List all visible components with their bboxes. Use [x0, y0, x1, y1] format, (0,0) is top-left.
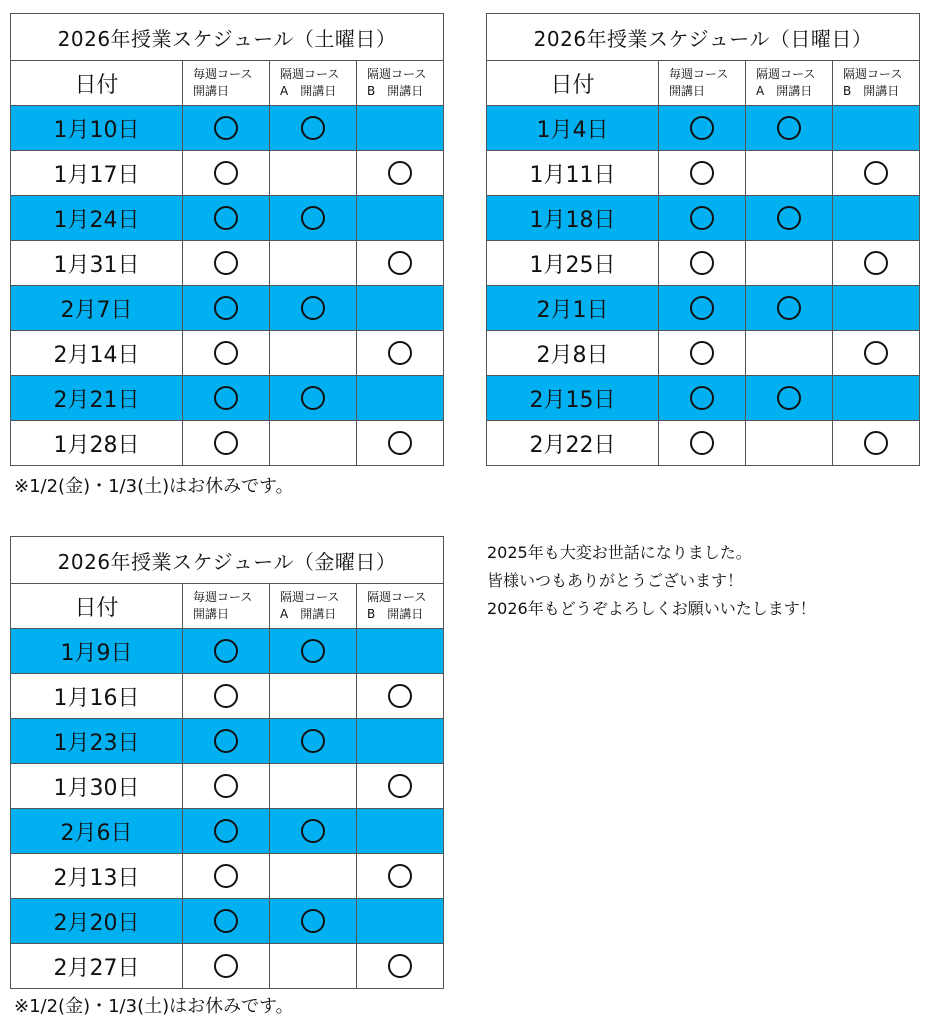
biweekly-a-cell	[270, 331, 357, 376]
circle-mark-icon	[214, 386, 238, 410]
table-title: 2026年授業スケジュール（土曜日）	[11, 14, 444, 61]
schedule-row	[487, 151, 920, 196]
row-date: 2月1日	[487, 286, 659, 331]
biweekly-a-cell	[270, 376, 357, 421]
weekly-course-header: 毎週コース 開講日	[659, 61, 746, 106]
date-column-header: 日付	[11, 61, 183, 106]
schedule-row	[11, 376, 444, 421]
biweekly-b-cell	[357, 286, 444, 331]
circle-mark-icon	[690, 116, 714, 140]
row-date: 2月8日	[487, 331, 659, 376]
row-date: 2月22日	[487, 421, 659, 466]
weekly-course-cell	[659, 241, 746, 286]
biweekly-b-cell	[357, 106, 444, 151]
row-date: 1月23日	[11, 719, 183, 764]
circle-mark-icon	[301, 729, 325, 753]
biweekly-b-cell	[357, 151, 444, 196]
row-date: 2月6日	[11, 809, 183, 854]
schedule-table-friday	[10, 536, 444, 989]
circle-mark-icon	[301, 296, 325, 320]
schedule-row	[11, 629, 444, 674]
biweekly-b-cell	[833, 376, 920, 421]
circle-mark-icon	[301, 909, 325, 933]
row-date: 2月20日	[11, 899, 183, 944]
weekly-course-cell	[659, 196, 746, 241]
biweekly-b-cell	[357, 629, 444, 674]
weekly-course-header: 毎週コース 開講日	[183, 584, 270, 629]
row-date: 2月13日	[11, 854, 183, 899]
biweekly-b-cell	[833, 151, 920, 196]
schedule-row	[11, 106, 444, 151]
circle-mark-icon	[777, 296, 801, 320]
weekly-course-cell	[183, 421, 270, 466]
biweekly-a-cell	[270, 944, 357, 989]
weekly-course-cell	[183, 944, 270, 989]
row-date: 1月9日	[11, 629, 183, 674]
biweekly-a-cell	[270, 809, 357, 854]
biweekly-a-cell	[270, 286, 357, 331]
greeting-message	[487, 539, 816, 623]
biweekly-b-cell	[833, 241, 920, 286]
schedule-row	[487, 376, 920, 421]
biweekly-a-header: 隔週コース A 開講日	[746, 61, 833, 106]
schedule-row	[11, 421, 444, 466]
weekly-course-cell	[183, 719, 270, 764]
circle-mark-icon	[690, 431, 714, 455]
holiday-note: ※1/2(金)・1/3(土)はお休みです。	[14, 476, 294, 497]
circle-mark-icon	[214, 341, 238, 365]
circle-mark-icon	[214, 909, 238, 933]
biweekly-a-cell	[746, 241, 833, 286]
biweekly-a-cell	[746, 106, 833, 151]
row-date: 1月30日	[11, 764, 183, 809]
circle-mark-icon	[864, 431, 888, 455]
circle-mark-icon	[388, 774, 412, 798]
date-column-header: 日付	[487, 61, 659, 106]
row-date: 1月28日	[11, 421, 183, 466]
circle-mark-icon	[388, 954, 412, 978]
circle-mark-icon	[690, 341, 714, 365]
row-date: 2月15日	[487, 376, 659, 421]
biweekly-a-header: 隔週コース A 開講日	[270, 61, 357, 106]
weekly-course-cell	[659, 331, 746, 376]
biweekly-b-cell	[357, 376, 444, 421]
weekly-course-header: 毎週コース 開講日	[183, 61, 270, 106]
biweekly-b-cell	[357, 241, 444, 286]
schedule-row	[11, 674, 444, 719]
row-date: 1月16日	[11, 674, 183, 719]
circle-mark-icon	[690, 161, 714, 185]
biweekly-b-cell	[357, 421, 444, 466]
schedule-row	[487, 331, 920, 376]
row-date: 1月10日	[11, 106, 183, 151]
circle-mark-icon	[388, 161, 412, 185]
weekly-course-cell	[183, 809, 270, 854]
schedule-row	[487, 286, 920, 331]
circle-mark-icon	[864, 161, 888, 185]
biweekly-b-cell	[833, 106, 920, 151]
message-line: 2026年もどうぞよろしくお願いいたします！	[487, 599, 816, 618]
schedule-row	[11, 719, 444, 764]
biweekly-a-cell	[270, 241, 357, 286]
circle-mark-icon	[301, 386, 325, 410]
circle-mark-icon	[388, 864, 412, 888]
biweekly-b-header: 隔週コース B 開講日	[833, 61, 920, 106]
biweekly-a-cell	[270, 151, 357, 196]
biweekly-b-cell	[357, 944, 444, 989]
biweekly-a-cell	[270, 674, 357, 719]
biweekly-a-cell	[746, 151, 833, 196]
row-date: 1月4日	[487, 106, 659, 151]
row-date: 2月7日	[11, 286, 183, 331]
weekly-course-cell	[659, 286, 746, 331]
biweekly-a-cell	[270, 899, 357, 944]
circle-mark-icon	[690, 296, 714, 320]
biweekly-a-cell	[746, 331, 833, 376]
biweekly-a-header: 隔週コース A 開講日	[270, 584, 357, 629]
circle-mark-icon	[214, 251, 238, 275]
weekly-course-cell	[183, 899, 270, 944]
weekly-course-cell	[183, 196, 270, 241]
circle-mark-icon	[214, 774, 238, 798]
circle-mark-icon	[214, 954, 238, 978]
weekly-course-cell	[659, 376, 746, 421]
row-date: 2月21日	[11, 376, 183, 421]
schedule-row	[11, 764, 444, 809]
biweekly-b-cell	[357, 719, 444, 764]
schedule-row	[11, 809, 444, 854]
circle-mark-icon	[301, 639, 325, 663]
table-title: 2026年授業スケジュール（日曜日）	[487, 14, 920, 61]
schedule-row	[11, 854, 444, 899]
biweekly-a-cell	[270, 854, 357, 899]
row-date: 1月17日	[11, 151, 183, 196]
schedule-row	[487, 106, 920, 151]
weekly-course-cell	[659, 421, 746, 466]
biweekly-a-cell	[746, 376, 833, 421]
weekly-course-cell	[183, 376, 270, 421]
row-date: 1月31日	[11, 241, 183, 286]
circle-mark-icon	[214, 296, 238, 320]
circle-mark-icon	[388, 431, 412, 455]
biweekly-b-header: 隔週コース B 開講日	[357, 61, 444, 106]
row-date: 1月11日	[487, 151, 659, 196]
biweekly-b-cell	[357, 764, 444, 809]
table-title: 2026年授業スケジュール（金曜日）	[11, 537, 444, 584]
circle-mark-icon	[388, 684, 412, 708]
weekly-course-cell	[183, 674, 270, 719]
weekly-course-cell	[183, 854, 270, 899]
biweekly-b-cell	[357, 674, 444, 719]
circle-mark-icon	[214, 116, 238, 140]
schedule-row	[11, 944, 444, 989]
circle-mark-icon	[301, 819, 325, 843]
schedule-row	[11, 286, 444, 331]
schedule-table-saturday	[10, 13, 444, 466]
weekly-course-cell	[659, 106, 746, 151]
schedule-row	[11, 241, 444, 286]
circle-mark-icon	[388, 251, 412, 275]
circle-mark-icon	[777, 386, 801, 410]
circle-mark-icon	[690, 251, 714, 275]
date-column-header: 日付	[11, 584, 183, 629]
schedule-row	[11, 151, 444, 196]
biweekly-b-cell	[833, 286, 920, 331]
biweekly-a-cell	[270, 719, 357, 764]
weekly-course-cell	[183, 106, 270, 151]
circle-mark-icon	[214, 639, 238, 663]
schedule-table-sunday	[486, 13, 920, 466]
biweekly-b-cell	[357, 809, 444, 854]
weekly-course-cell	[183, 151, 270, 196]
biweekly-a-cell	[270, 106, 357, 151]
weekly-course-cell	[183, 241, 270, 286]
schedule-row	[487, 196, 920, 241]
weekly-course-cell	[183, 629, 270, 674]
biweekly-b-cell	[357, 899, 444, 944]
weekly-course-cell	[183, 764, 270, 809]
row-date: 1月18日	[487, 196, 659, 241]
biweekly-a-cell	[270, 764, 357, 809]
biweekly-b-cell	[357, 854, 444, 899]
biweekly-b-header: 隔週コース B 開講日	[357, 584, 444, 629]
biweekly-b-cell	[833, 196, 920, 241]
schedule-row	[487, 241, 920, 286]
circle-mark-icon	[690, 386, 714, 410]
biweekly-a-cell	[270, 196, 357, 241]
circle-mark-icon	[214, 819, 238, 843]
weekly-course-cell	[183, 331, 270, 376]
circle-mark-icon	[301, 206, 325, 230]
biweekly-b-cell	[833, 331, 920, 376]
circle-mark-icon	[777, 116, 801, 140]
message-line: 2025年も大変お世話になりました。	[487, 543, 752, 562]
circle-mark-icon	[214, 206, 238, 230]
row-date: 2月27日	[11, 944, 183, 989]
circle-mark-icon	[214, 431, 238, 455]
row-date: 1月24日	[11, 196, 183, 241]
biweekly-a-cell	[746, 196, 833, 241]
circle-mark-icon	[214, 161, 238, 185]
circle-mark-icon	[864, 251, 888, 275]
schedule-row	[487, 421, 920, 466]
row-date: 1月25日	[487, 241, 659, 286]
schedule-row	[11, 331, 444, 376]
circle-mark-icon	[777, 206, 801, 230]
circle-mark-icon	[388, 341, 412, 365]
holiday-note: ※1/2(金)・1/3(土)はお休みです。	[14, 996, 294, 1017]
circle-mark-icon	[864, 341, 888, 365]
weekly-course-cell	[183, 286, 270, 331]
schedule-row	[11, 899, 444, 944]
circle-mark-icon	[214, 729, 238, 753]
circle-mark-icon	[690, 206, 714, 230]
message-line: 皆様いつもありがとうございます！	[487, 571, 744, 590]
weekly-course-cell	[659, 151, 746, 196]
circle-mark-icon	[301, 116, 325, 140]
biweekly-b-cell	[357, 196, 444, 241]
circle-mark-icon	[214, 864, 238, 888]
biweekly-b-cell	[833, 421, 920, 466]
row-date: 2月14日	[11, 331, 183, 376]
biweekly-a-cell	[270, 421, 357, 466]
schedule-row	[11, 196, 444, 241]
biweekly-a-cell	[270, 629, 357, 674]
biweekly-a-cell	[746, 286, 833, 331]
biweekly-a-cell	[746, 421, 833, 466]
circle-mark-icon	[214, 684, 238, 708]
biweekly-b-cell	[357, 331, 444, 376]
